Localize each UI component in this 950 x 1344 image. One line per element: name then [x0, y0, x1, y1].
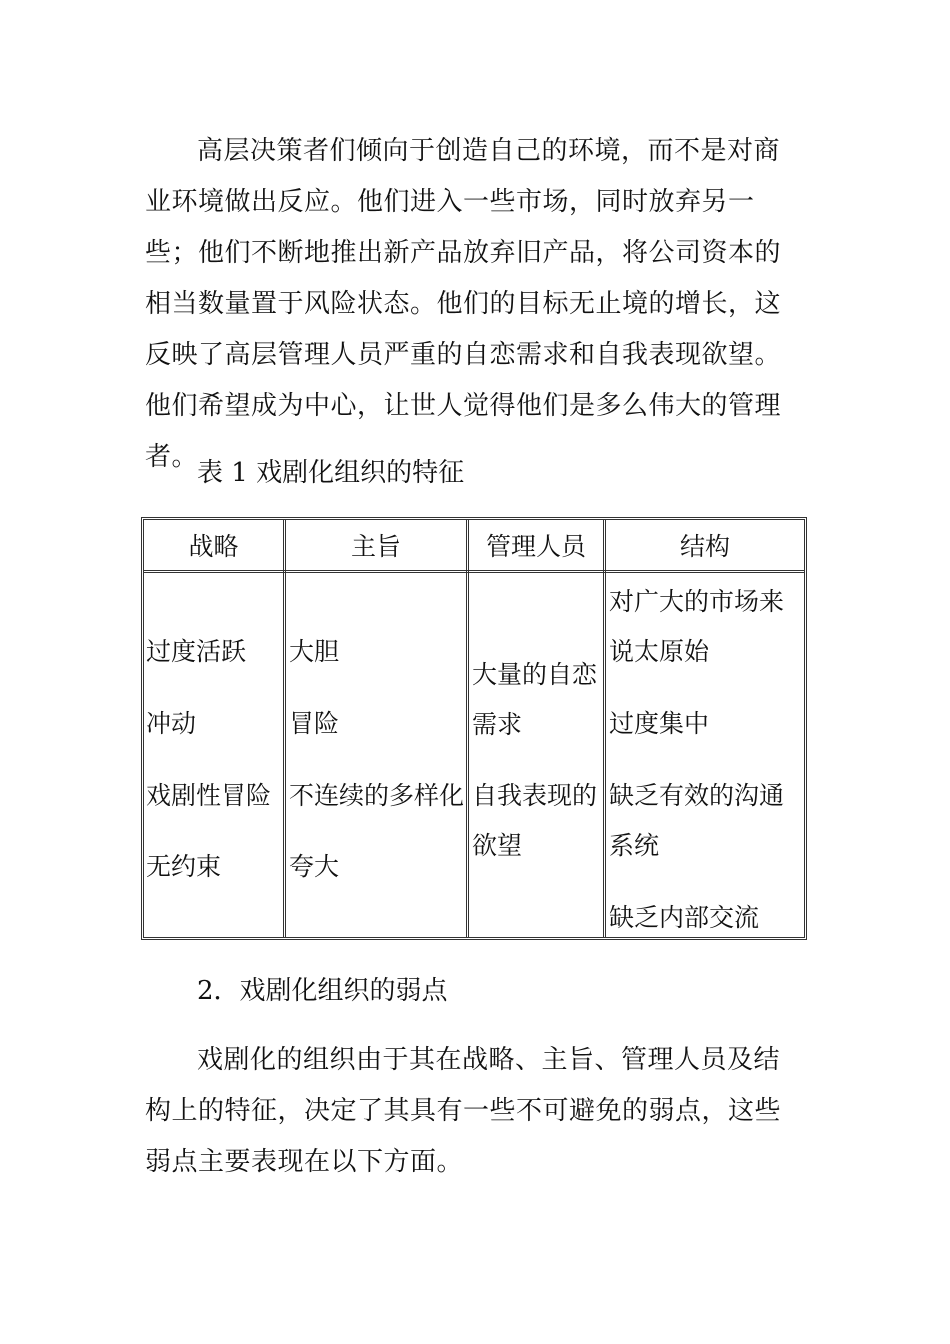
managers-cell: 自我表现的欲望	[472, 781, 598, 860]
body-paragraph-1: 高层决策者们倾向于创造自己的环境，而不是对商业环境做出反应。他们进入一些市场，同时放弃另一些；他们不断地推出新产品放弃旧产品，将公司资本的相当数量置于风险状态。他们的目标无止境的增长，这反映了高层管理人员严重的自恋需求和自我表现欲望。他们希望成为中心，让世人觉得他们是多么伟大的管理者。	[145, 136, 782, 472]
purpose-cell: 大胆	[289, 637, 340, 666]
strategy-cell: 无约束	[146, 852, 222, 881]
column-divider	[603, 520, 606, 937]
table-caption: 表 1 戏剧化组织的特征	[197, 458, 465, 488]
strategy-cell: 戏剧性冒险	[146, 781, 272, 810]
purpose-cell: 冒险	[289, 709, 340, 738]
column-divider	[283, 520, 286, 937]
characteristics-table	[141, 517, 807, 940]
managers-cell: 大量的自恋需求	[472, 660, 598, 739]
header-managers: 管理人员	[485, 532, 586, 561]
strategy-cell: 过度活跃	[146, 637, 247, 666]
column-divider	[466, 520, 469, 937]
purpose-cell: 夸大	[289, 852, 340, 881]
structure-cell: 缺乏有效的沟通系统	[609, 781, 785, 860]
structure-cell: 缺乏内部交流	[609, 903, 760, 932]
header-purpose: 主旨	[350, 532, 401, 561]
header-divider	[144, 570, 804, 573]
purpose-cell: 不连续的多样化	[289, 781, 465, 810]
structure-cell: 对广大的市场来说太原始	[609, 587, 785, 666]
strategy-cell: 冲动	[146, 709, 197, 738]
structure-cell: 过度集中	[609, 709, 710, 738]
header-structure: 结构	[679, 532, 730, 561]
header-strategy: 战略	[188, 532, 239, 561]
body-paragraph-2: 戏剧化的组织由于其在战略、主旨、管理人员及结构上的特征，决定了其具有一些不可避免的弱点，这些弱点主要表现在以下方面。	[145, 1045, 782, 1177]
section-heading: 2．戏剧化组织的弱点	[197, 976, 448, 1006]
